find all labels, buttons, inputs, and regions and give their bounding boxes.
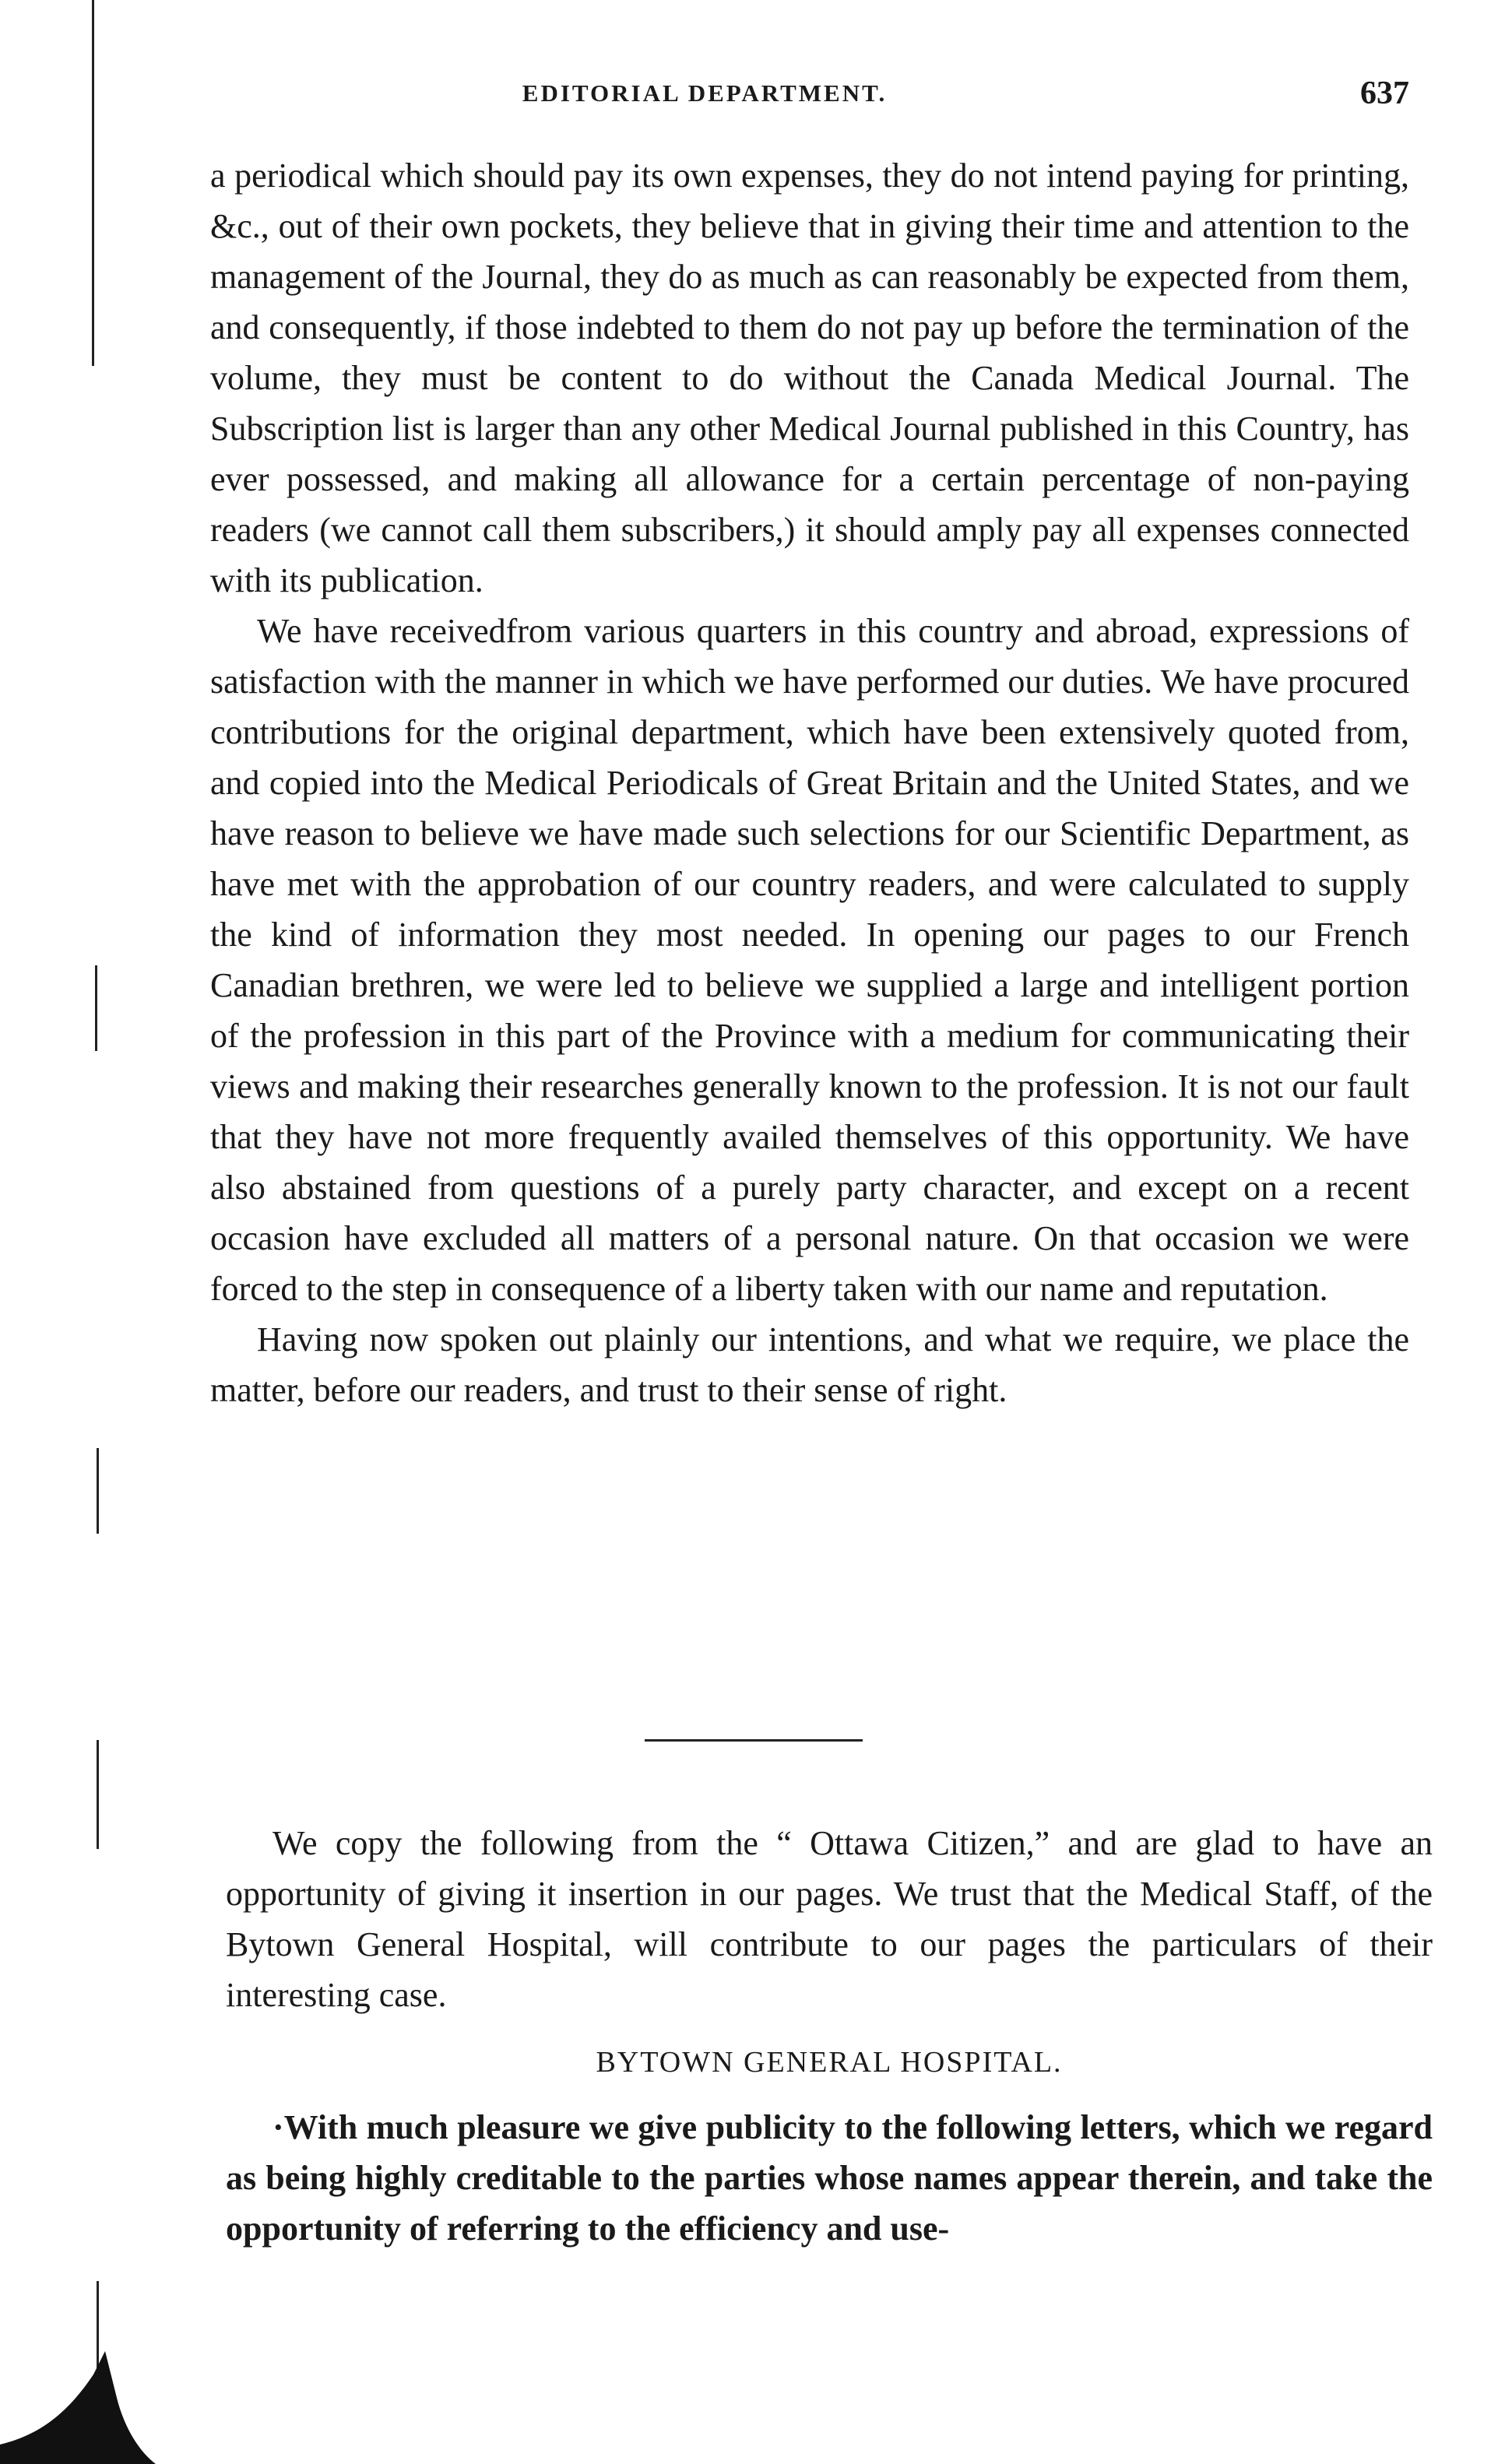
- scan-edge-line: [92, 0, 94, 366]
- scan-artifact-shape: [0, 2351, 156, 2464]
- scan-edge-line: [97, 1448, 99, 1534]
- page-number: 637: [1360, 76, 1409, 111]
- running-header: [210, 75, 1409, 121]
- scan-edge-line: [97, 1740, 99, 1849]
- paragraph: ·With much pleasure we give publicity to the following letters, which we regard as being highly creditable to the parties whose names appear therein, and take the opportunity of referring to the efficiency and use-: [226, 2108, 1433, 2248]
- scan-edge-line: [95, 965, 97, 1051]
- intro-text: [226, 1818, 1433, 2020]
- paragraph: We copy the following from the “ Ottawa Citizen,” and are glad to have an opportunity of giving it insertion in our pages. We trust that the Medical Staff, of the Bytown General Hospital, will contribute to our pages the particulars of their interesting case.: [226, 1824, 1433, 2014]
- section-divider: [645, 1739, 863, 1742]
- paragraph: a periodical which should pay its own expenses, they do not intend paying for printing, &c., out of their own pockets, they believe that in giving their time and attention to the management of the Journal, they do as much as can reasonably be expected from them, and consequently, if those indebted to them do not pay up before the termination of the volume, they must be content to do without the Canada Medical Journal. The Subscription list is larger than any other Medical Journal published in this Country, has ever possessed, and making all allowance for a certain percentage of non-paying readers (we cannot call them subscribers,) it should amply pay all expenses connected with its publication.: [210, 156, 1409, 599]
- main-text: [210, 150, 1409, 1415]
- paragraph: Having now spoken out plainly our intentions, and what we require, we place the matter, before our readers, and trust to their sense of right.: [210, 1320, 1409, 1409]
- running-title: EDITORIAL DEPARTMENT.: [522, 79, 888, 107]
- paragraph: We have receivedfrom various quarters in this country and abroad, expressions of satisfaction with the manner in which we have performed our duties. We have procured contributions for the original department, which have been extensively quoted from, and copied into the Medical Periodicals of Great Britain and the United States, and we have reason to believe we have made such selections for our Scientific Department, as have met with the approbation of our country readers, and were calculated to supply the kind of information they most needed. In opening our pages to our French Canadian brethren, we were led to believe we supplied a large and intelligent portion of the profession in this part of the Province with a medium for communicating their views and making their researches generally known to the profession. It is not our fault that they have not more frequently availed themselves of this opportunity. We have also abstained from questions of a purely party character, and except on a recent occasion have excluded all matters of a personal nature. On that occasion we were forced to the step in consequence of a liberty taken with our name and reputation.: [210, 612, 1409, 1308]
- section-title: BYTOWN GENERAL HOSPITAL.: [596, 2046, 1063, 2079]
- closing-text: [226, 2102, 1433, 2254]
